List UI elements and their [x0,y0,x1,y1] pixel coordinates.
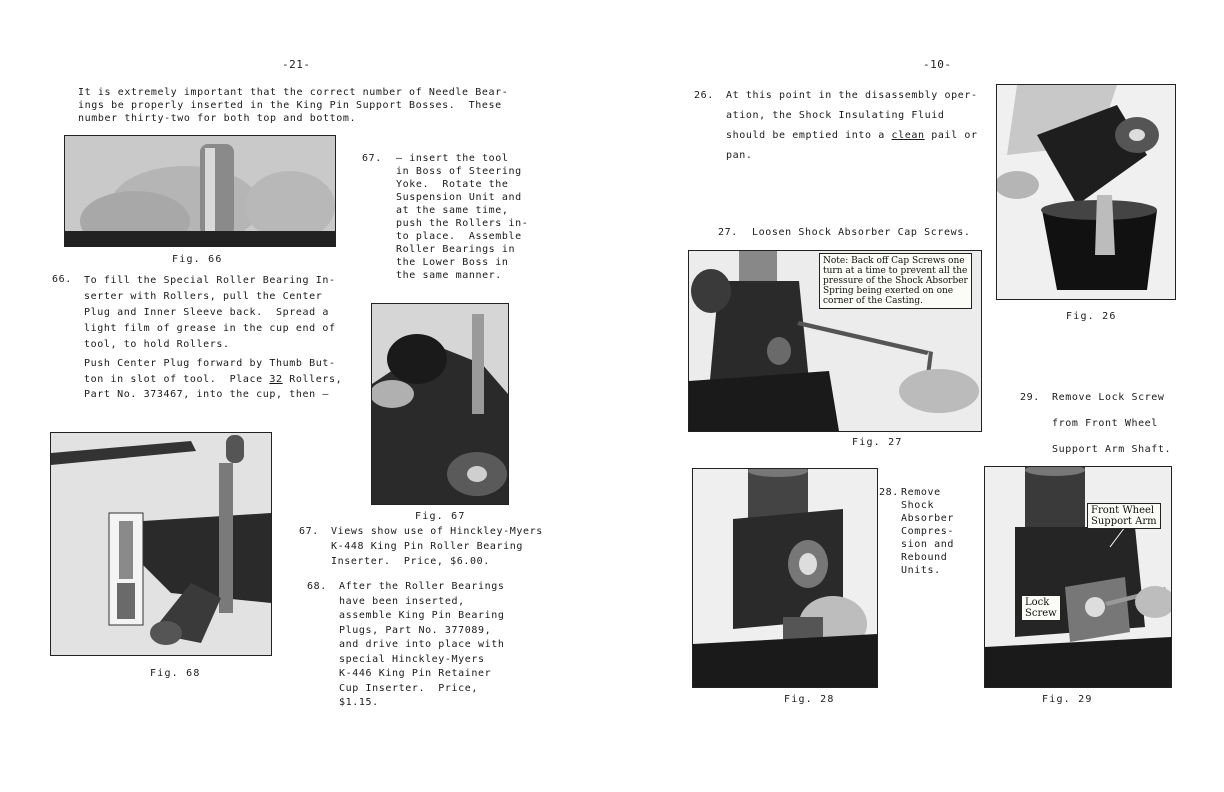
item26-line2: ation, the Shock Insulating Fluid [726,110,945,121]
item26-line3-a: should be emptied into a [726,130,892,141]
fig68-photo [50,432,272,656]
item27-text: Loosen Shock Absorber Cap Screws. [752,227,971,238]
item26-line3 [726,129,978,142]
item66-text2-a: Push Center Plug forward by Thumb But- ton in slot of tool. Place [84,358,336,385]
fig26-caption: Fig. 26 [1066,311,1117,322]
lock-screw-label: Lock Screw [1021,595,1061,621]
item29-number: 29. [1020,392,1040,403]
page-number: -21- [282,58,311,71]
fig66-photo [64,135,336,247]
fig29-photo [984,466,1172,688]
item66-text2-b: Rollers, [282,374,343,385]
fig67-caption: Fig. 67 [415,511,466,522]
note-box: Note: Back off Cap Screws one turn at a time to prevent all the pressure of the Shock Absorber Spring being exerted on one corner of the Casting. [819,253,972,309]
fig26-photo [996,84,1176,300]
right-page [612,0,1224,792]
item26-line4: pan. [726,150,753,161]
item66-text2-underlined: 32 [269,374,283,385]
item66-number: 66. [52,274,72,285]
item68-number: 68. [307,581,327,592]
page-number: -10- [923,58,952,71]
fig66-caption: Fig. 66 [172,254,223,265]
intro-paragraph: It is extremely important that the correct number of Needle Bear- ings be properly inserted in the King Pin Support Bosses. These number thirty-two for both top and bottom. [78,87,509,124]
item66-text-continued [84,356,342,388]
fig29-caption: Fig. 29 [1042,694,1093,705]
fig27-caption: Fig. 27 [852,437,903,448]
item29-line2: from Front Wheel [1052,418,1158,429]
item29-line1: Remove Lock Screw [1052,392,1165,403]
fig28-photo [692,468,878,688]
item67b-number: 67. [299,526,319,537]
fig68-caption: Fig. 68 [150,668,201,679]
item66-text3: Part No. 373467, into the cup, then — [84,389,329,400]
item29-line3: Support Arm Shaft. [1052,444,1172,455]
item28-number: 28. [879,487,899,498]
front-wheel-support-arm-label: Front Wheel Support Arm [1087,503,1161,529]
item68-text: After the Roller Bearings have been inserted, assemble King Pin Bearing Plugs, Part No. 377089, and drive into place with special Hinckley-Myers K-446 King Pin Retainer Cup Inserter. Price, $1.15. [339,581,505,708]
item27-number: 27. [718,227,738,238]
item67a-number: 67. [362,153,382,164]
item67b-text: Views show use of Hinckley-Myers K-448 King Pin Roller Bearing Inserter. Price, $6.00. [331,526,543,567]
fig28-caption: Fig. 28 [784,694,835,705]
item67a-text: — insert the tool in Boss of Steering Yoke. Rotate the Suspension Unit and at the same time, push the Rollers in- to place. Assemble Roller Bearings in the Lower Boss in the same manner. [396,153,529,281]
item66-text: To fill the Special Roller Bearing In- serter with Rollers, pull the Center Plug and Inner Sleeve back. Spread a light film of grease in the cup end of tool, to hold Rollers. [84,275,336,350]
item26-line3-b: pail or [924,130,978,141]
item26-line1: At this point in the disassembly oper- [726,90,978,101]
fig27-photo [688,250,982,432]
item26-line3-underlined: clean [891,130,925,141]
fig67-photo [371,303,509,505]
item26-number: 26. [694,90,714,101]
item28-text: Remove Shock Absorber Compres- sion and Rebound Units. [901,487,954,576]
